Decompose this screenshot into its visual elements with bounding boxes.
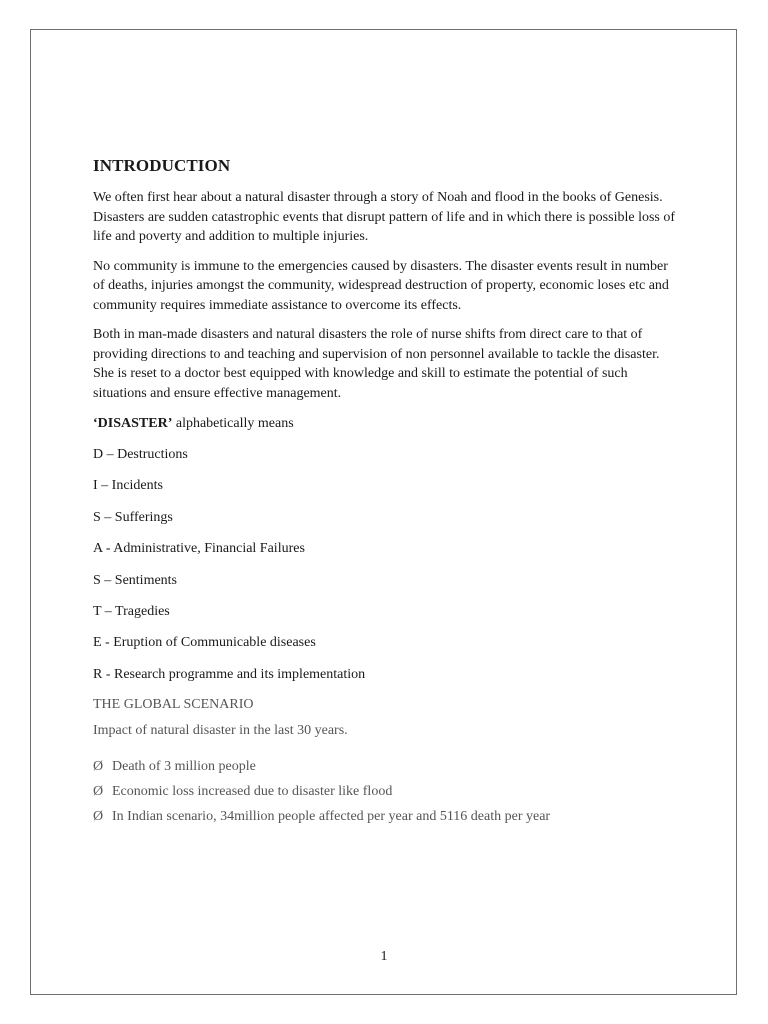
bullet-symbol-icon: Ø: [93, 759, 104, 775]
bullet-symbol-icon: Ø: [93, 784, 104, 800]
list-item: [93, 782, 683, 801]
paragraph-community: No community is immune to the emergencies caused by disasters. The disaster events result in number of deaths, injuries amongst the community, widespread destruction of property, economic loses etc and community requires immediate assistance to overcome its effects.: [93, 258, 669, 313]
disaster-acronym-intro: [93, 414, 683, 433]
disaster-term: ‘DISASTER’: [93, 416, 173, 431]
paragraph-nurse-role: Both in man-made disasters and natural disasters the role of nurse shifts from direct care to that of providing directions to and teaching and supervision of non personnel available to tackle the disaster. She is reset to a doctor best equipped with knowledge and skill to estimate the potential of such situations and ensure effective management.: [93, 327, 660, 401]
global-scenario-title: THE GLOBAL SCENARIO: [93, 697, 254, 713]
acronym-line-r: R - Research programme and its implementation: [93, 666, 366, 682]
global-scenario-subtitle: Impact of natural disaster in the last 30 years.: [93, 723, 348, 739]
document-body: [93, 154, 683, 832]
bullet-text: Economic loss increased due to disaster like flood: [112, 784, 393, 800]
bullet-symbol-icon: Ø: [93, 809, 104, 825]
page-number: 1: [380, 949, 388, 964]
list-item: [93, 807, 683, 826]
disaster-intro-rest: alphabetically means: [172, 416, 294, 431]
bullet-text: Death of 3 million people: [112, 759, 256, 775]
acronym-line-s1: S – Sufferings: [93, 509, 173, 525]
acronym-line-s2: S – Sentiments: [93, 572, 178, 588]
section-heading: INTRODUCTION: [93, 156, 231, 175]
acronym-line-a: A - Administrative, Financial Failures: [93, 541, 305, 557]
acronym-line-d: D – Destructions: [93, 447, 188, 462]
list-item: [93, 757, 683, 776]
bullet-text: In Indian scenario, 34million people affected per year and 5116 death per year: [112, 809, 551, 825]
acronym-line-t: T – Tragedies: [93, 603, 170, 619]
acronym-line-i: I – Incidents: [93, 478, 163, 494]
acronym-line-e: E - Eruption of Communicable diseases: [93, 635, 316, 651]
paragraph-noah: We often first hear about a natural disaster through a story of Noah and flood in the books of Genesis. Disasters are sudden catastrophic events that disrupt pattern of life and in which there is possible loss of life and poverty and addition to multiple injuries.: [93, 190, 676, 244]
